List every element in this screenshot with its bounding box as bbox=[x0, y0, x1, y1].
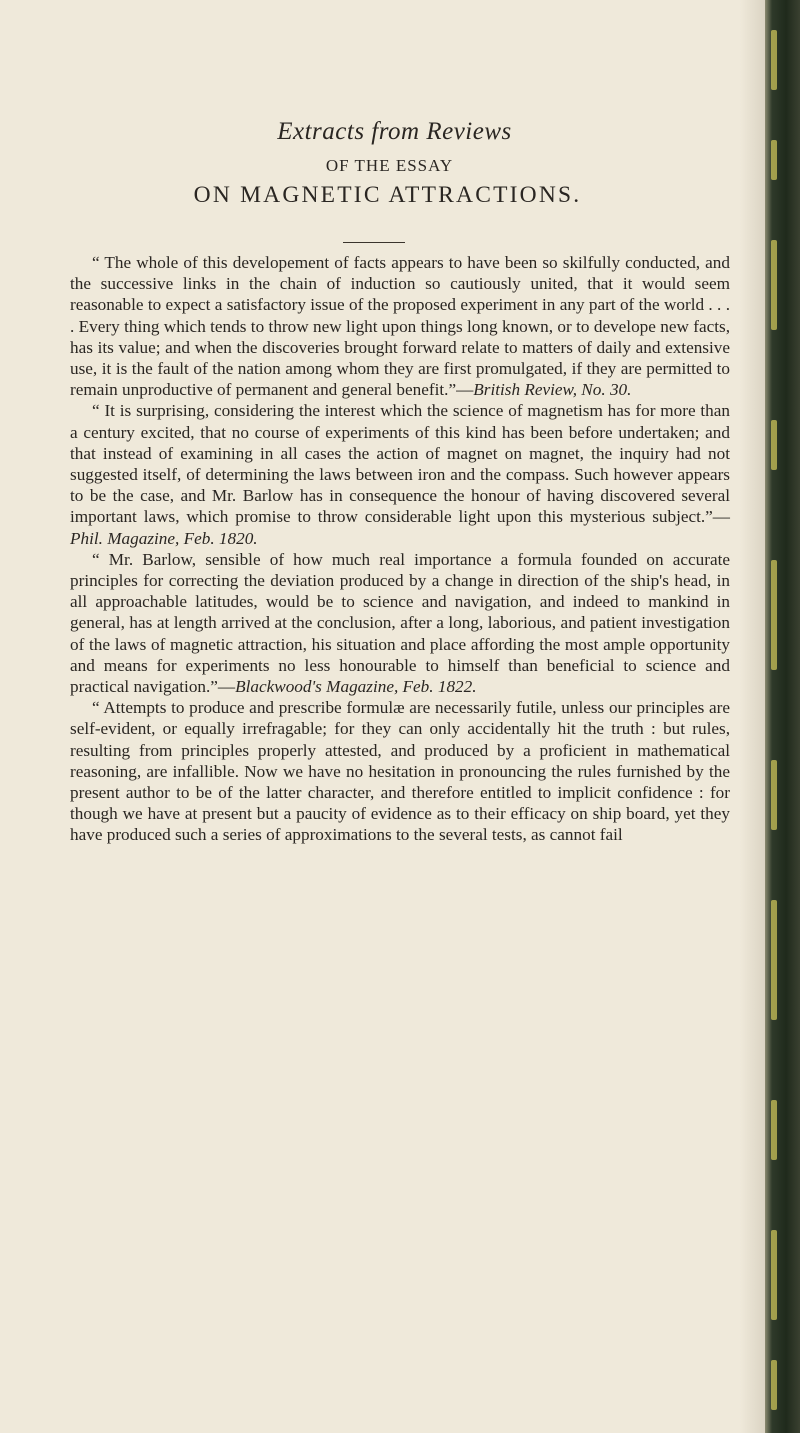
extract-paragraph bbox=[70, 697, 730, 845]
extract-text: “ It is surprising, considering the interest which the science of magnetism has for more than a century excited, that no course of experiments of this kind has been before undertaken; and that instead of examining in all cases the action of magnet on magnet, the inquiry had not suggested itself, of determining the laws between iron and the compass. Such however appears to be the case, and Mr. Barlow has in consequence the honour of having discovered several important laws, which promise to throw considerable light upon this mysterious subject.”— bbox=[70, 401, 730, 527]
heading-block bbox=[0, 118, 765, 209]
heading-main-title: ON MAGNETIC ATTRACTIONS. bbox=[193, 182, 582, 208]
heading-of-the-essay: OF THE ESSAY bbox=[325, 156, 454, 175]
extract-paragraph bbox=[70, 549, 730, 697]
heading-extracts: Extracts from Reviews bbox=[277, 118, 512, 145]
extract-paragraph bbox=[70, 252, 730, 400]
extract-paragraph bbox=[70, 400, 730, 548]
extract-citation: Phil. Magazine, Feb. 1820. bbox=[70, 528, 258, 548]
extract-text: “ Mr. Barlow, sensible of how much real importance a formula founded on accurate principles for correcting the deviation produced by a change in direction of the ship's head, in all approachable latitudes, would be to science and navigation, and indeed to mankind in general, has at length arrived at the conclusion, after a long, laborious, and patient investigation of the laws of magnetic attraction, his situation and place affording the most ample opportunity and means for experiments no less honourable to himself than beneficial to science and practical navigation.”— bbox=[70, 549, 730, 697]
book-binding bbox=[765, 0, 800, 1433]
title-rule bbox=[343, 242, 405, 243]
extracts-body bbox=[70, 252, 730, 846]
extract-citation: British Review, No. 30. bbox=[473, 380, 632, 400]
extract-text: “ Attempts to produce and prescribe formulæ are necessarily futile, unless our principles are self-evident, or equally irrefragable; for they can only accidentally hit the truth : but rules, resulting from principles properly attested, and produced by a proficient in mathematical reasoning, are infallible. Now we have no hesitation in pronouncing the rules furnished by the present author to be of the latter character, and therefore entitled to implicit confidence : for though we have at present but a paucity of evidence as to their efficacy on ship board, yet they have produced such a series of approximations to the several tests, as cannot fail bbox=[70, 698, 730, 845]
extract-citation: Blackwood's Magazine, Feb. 1822. bbox=[235, 677, 477, 697]
extract-text: “ The whole of this developement of facts appears to have been so skilfully conducted, and the successive links in the chain of induction so cautiously united, that it would seem reasonable to expect a satisfactory issue of the proposed experiment in any part of the world . . . . Every thing which tends to throw new light upon things long known, or to develope new facts, has its value; and when the discoveries brought forward relate to matters of daily and extensive use, it is the fault of the nation among whom they are first promulgated, if they are permitted to remain unproductive of permanent and general benefit.”— bbox=[70, 253, 730, 400]
